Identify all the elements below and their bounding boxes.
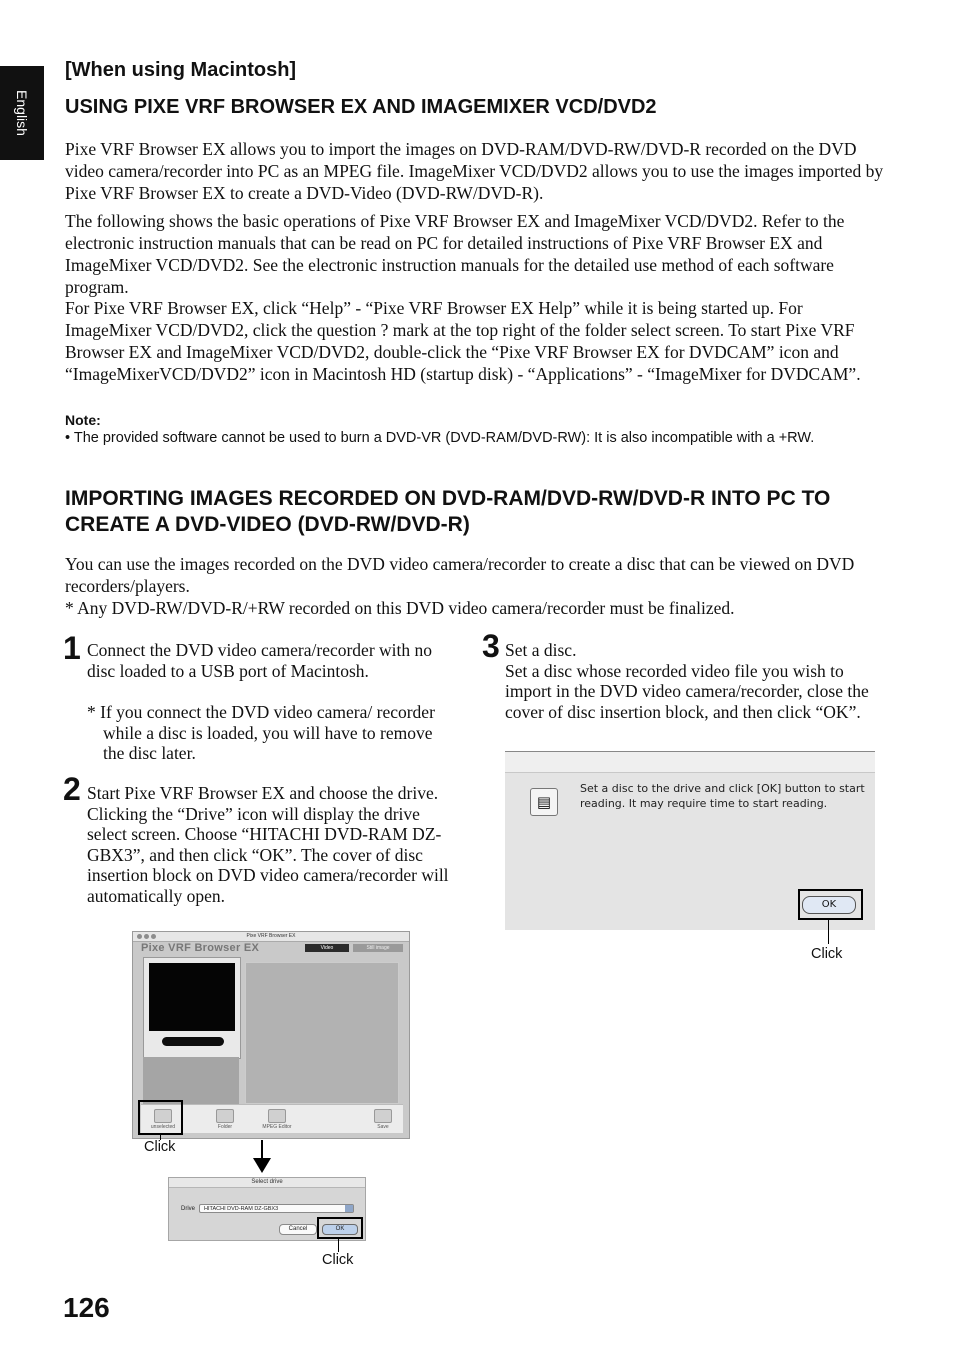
section2-intro (65, 553, 885, 619)
pixe-title-bar-text: Pixe VRF Browser EX (246, 933, 296, 939)
drive-icon-highlight (138, 1100, 183, 1135)
set-disc-ok-button[interactable]: OK (802, 896, 856, 914)
folder-icon (216, 1109, 234, 1123)
callout-line-2 (338, 1238, 339, 1252)
note-text: • The provided software cannot be used to burn a DVD-VR (DVD-RAM/DVD-RW): It is also incompatible with a +RW. (65, 430, 815, 446)
down-arrow-icon (252, 1140, 272, 1174)
click-callout-1: Click (144, 1139, 176, 1155)
section1-paragraph-2: The following shows the basic operations of Pixe VRF Browser EX and ImageMixer VCD/DVD2. Refer to the electronic instruction manuals that can be read on PC for detailed instructions of Pixe VRF Browser EX and ImageMixer VCD/DVD2. See the electronic instruction manuals for the detailed use method of each software program. (65, 211, 845, 297)
step-2-number: 2 (63, 771, 81, 807)
save-tool[interactable] (365, 1107, 401, 1131)
step-1-number: 1 (63, 630, 81, 666)
step-2-detail: Clicking the “Drive” icon will display the drive select screen. Choose “HITACHI DVD-RAM DZ-GBX3”, and then click “OK”. The cover of disc insertion block on DVD video camera/recorder will automatically open. (87, 803, 449, 906)
preview-screen (149, 963, 235, 1031)
click-callout-3: Click (811, 946, 843, 962)
section2-intro-text: You can use the images recorded on the DVD video camera/recorder to create a disc that can be viewed on DVD recorders/players. (65, 554, 855, 596)
set-disc-ok-highlight (798, 889, 863, 920)
mpeg-editor-tool-label: MPEG Editor (262, 1124, 292, 1130)
step-3-number: 3 (482, 628, 500, 664)
disc-alert-icon: ▤ (530, 788, 558, 816)
preview-control-bar[interactable] (162, 1037, 224, 1046)
save-tool-label: Save (377, 1124, 389, 1130)
section1-paragraph-1: Pixe VRF Browser EX allows you to import the images on DVD-RAM/DVD-RW/DVD-R recorded on the DVD video camera/recorder into PC as an MPEG file. ImageMixer VCD/DVD2 allows you to use the images imported by Pixe VRF Browser EX to create a DVD-Video (DVD-RW/DVD-R). (65, 139, 884, 203)
pixe-app-title: Pixe VRF Browser EX (141, 942, 260, 954)
step-1-text: Connect the DVD video camera/recorder with no disc loaded to a USB port of Macintosh. (87, 640, 433, 681)
note-label: Note: (65, 412, 101, 428)
drive-tool-label: unselected (150, 1124, 176, 1130)
save-icon (374, 1109, 392, 1123)
section2-title: IMPORTING IMAGES RECORDED ON DVD-RAM/DVD-RW/DVD-R INTO PC TO CREATE A DVD-VIDEO (DVD-RW/DVD-R) (65, 487, 831, 536)
language-tab-label: English (14, 90, 30, 136)
callout-line-3 (828, 918, 829, 944)
drive-label: Drive (181, 1206, 196, 1212)
step-1-note: * If you connect the DVD video camera/ recorder while a disc is loaded, you will have to remove the disc later. (87, 702, 435, 763)
file-list-area[interactable] (245, 962, 399, 1104)
step-2-heading: Start Pixe VRF Browser EX and choose the drive. (87, 783, 439, 803)
pixe-title-bar (133, 932, 409, 942)
set-disc-dialog-titlebar (505, 752, 875, 773)
drive-select[interactable]: HITACHI DVD-RAM DZ-GBX3 (199, 1204, 354, 1213)
select-drive-title: Select drive (169, 1178, 365, 1188)
step-3-text (505, 640, 885, 722)
step-3-heading: Set a disc. (505, 640, 577, 660)
step-3-detail: Set a disc whose recorded video file you wish to import in the DVD video camera/recorder, close the cover of disc insertion block, and then click “OK”. (505, 660, 869, 722)
select-drive-ok-button[interactable]: OK (322, 1224, 358, 1235)
still-image-button[interactable]: Still image (353, 944, 403, 952)
preview-panel (143, 957, 241, 1059)
mpeg-editor-tool[interactable] (259, 1107, 295, 1131)
set-disc-message: Set a disc to the drive and click [OK] button to start reading. It may require time to start reading. (580, 782, 865, 810)
language-tab (0, 66, 44, 160)
select-drive-ok-highlight (317, 1217, 363, 1239)
section2-intro-note: * Any DVD-RW/DVD-R/+RW recorded on this DVD video camera/recorder must be finalized. (65, 598, 735, 618)
step-2-text (87, 783, 452, 906)
section1-title: USING PIXE VRF BROWSER EX AND IMAGEMIXER VCD/DVD2 (65, 96, 657, 118)
section1-paragraph-3: For Pixe VRF Browser EX, click “Help” - “Pixe VRF Browser EX Help” while it is being started up. For ImageMixer VCD/DVD2, click the question ? mark at the top right of the folder select screen. To start Pixe VRF Browser EX and ImageMixer VCD/DVD2, double-click the “Pixe VRF Browser EX for DVDCAM” icon and “ImageMixerVCD/DVD2” icon in Macintosh HD (startup disk) - “Applications” - “ImageMixer for DVDCAM”. (65, 298, 861, 384)
mpeg-editor-icon (268, 1109, 286, 1123)
macintosh-heading: [When using Macintosh] (65, 59, 297, 81)
click-callout-2: Click (322, 1252, 354, 1268)
page-number: 126 (63, 1292, 110, 1323)
folder-tool-label: Folder (217, 1124, 233, 1130)
cancel-button[interactable]: Cancel (279, 1224, 317, 1235)
video-button[interactable]: Video (305, 944, 349, 952)
folder-tool[interactable] (207, 1107, 243, 1131)
